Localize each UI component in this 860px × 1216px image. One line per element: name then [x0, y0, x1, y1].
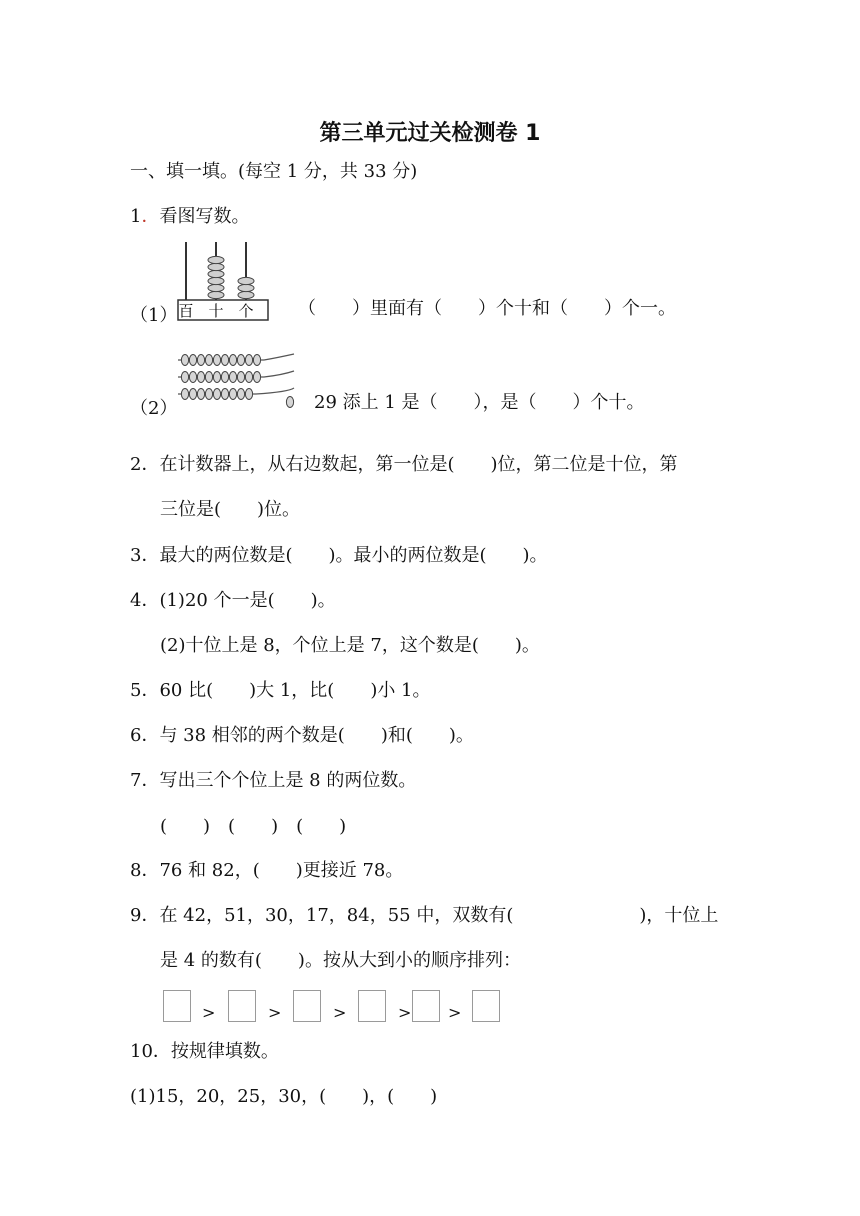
bead [229, 372, 236, 383]
bead [221, 389, 228, 400]
bead [197, 355, 204, 366]
bead [237, 389, 244, 400]
bead [245, 389, 252, 400]
bead [253, 355, 260, 366]
question-3: 3．最大的两位数是( )。最小的两位数是( )。 [130, 545, 548, 566]
abacus-bead [208, 263, 224, 270]
question-2-line-1: 2．在计数器上，从右边数起，第一位是( )位，第二位是十位，第 [130, 454, 678, 475]
question-10-line-1: 10．按规律填数。 [130, 1041, 279, 1062]
abacus-bead [238, 277, 254, 284]
bead [205, 389, 212, 400]
bead [181, 372, 188, 383]
sub-question-label: （1） [130, 305, 178, 326]
question-1 [130, 206, 249, 228]
greater-than-sign: > [202, 1003, 216, 1022]
abacus-bead [208, 284, 224, 291]
bead [229, 355, 236, 366]
bead [221, 372, 228, 383]
section-heading: 一、填一填。(每空 1 分，共 33 分) [130, 161, 418, 182]
bead [205, 355, 212, 366]
answer-box-5[interactable] [412, 990, 440, 1022]
abacus-bead [208, 277, 224, 284]
abacus-bead [208, 291, 224, 298]
answer-box-1[interactable] [163, 990, 191, 1022]
bead [189, 355, 196, 366]
question-9-line-2: 是 4 的数有( )。按从大到小的顺序排列： [160, 950, 521, 971]
bead [181, 389, 188, 400]
bead [197, 372, 204, 383]
bead [205, 372, 212, 383]
answer-box-3[interactable] [293, 990, 321, 1022]
page-title: 第三单元过关检测卷 1 [319, 121, 541, 146]
question-10-line-2: (1)15，20，25，30，( )，( ) [130, 1086, 438, 1107]
bead [245, 372, 252, 383]
greater-than-sign: > [448, 1003, 462, 1022]
abacus-label-tens: 十 [208, 302, 224, 320]
abacus-label-hundreds: 百 [178, 302, 194, 320]
question-7-line-1: 7．写出三个个位上是 8 的两位数。 [130, 770, 417, 791]
bead [286, 397, 293, 408]
abacus-bead [238, 291, 254, 298]
answer-box-6[interactable] [472, 990, 500, 1022]
abacus-bead [208, 256, 224, 263]
bead [213, 372, 220, 383]
bead-strings-image [176, 346, 306, 416]
sub-question-1-text: （ ）里面有（ ）个十和（ ）个一。 [298, 298, 676, 319]
question-4-line-1: 4．(1)20 个一是( )。 [130, 590, 336, 611]
question-7-line-2: ( ) ( ) ( ) [160, 816, 347, 837]
question-2-line-2: 三位是( )位。 [160, 499, 301, 520]
question-number: 1 [130, 206, 142, 227]
bead [237, 372, 244, 383]
question-text: 看图写数。 [159, 206, 250, 227]
abacus-bead [208, 270, 224, 277]
answer-box-4[interactable] [358, 990, 386, 1022]
bead [181, 355, 188, 366]
question-dot: ． [141, 206, 160, 227]
greater-than-sign: > [398, 1003, 412, 1022]
question-6: 6．与 38 相邻的两个数是( )和( )。 [130, 725, 474, 746]
bead [237, 355, 244, 366]
bead [189, 372, 196, 383]
question-4-line-2: (2)十位上是 8，个位上是 7，这个数是( )。 [160, 635, 540, 656]
bead [213, 355, 220, 366]
bead [221, 355, 228, 366]
greater-than-sign: > [268, 1003, 282, 1022]
question-5: 5．60 比( )大 1，比( )小 1。 [130, 680, 431, 701]
bead [213, 389, 220, 400]
bead [189, 389, 196, 400]
bead [197, 389, 204, 400]
greater-than-sign: > [333, 1003, 347, 1022]
abacus-label-ones: 个 [238, 302, 254, 320]
question-8: 8．76 和 82，( )更接近 78。 [130, 860, 404, 881]
question-9-line-1: 9．在 42，51，30，17，84，55 中，双数有( )，十位上 [130, 905, 719, 926]
abacus-image [176, 238, 272, 322]
abacus-bead [238, 284, 254, 291]
answer-box-2[interactable] [228, 990, 256, 1022]
bead [245, 355, 252, 366]
bead [253, 372, 260, 383]
bead [229, 389, 236, 400]
sub-question-label: （2） [130, 398, 178, 419]
sub-question-2-text: 29 添上 1 是（ ），是（ ）个十。 [314, 392, 645, 413]
